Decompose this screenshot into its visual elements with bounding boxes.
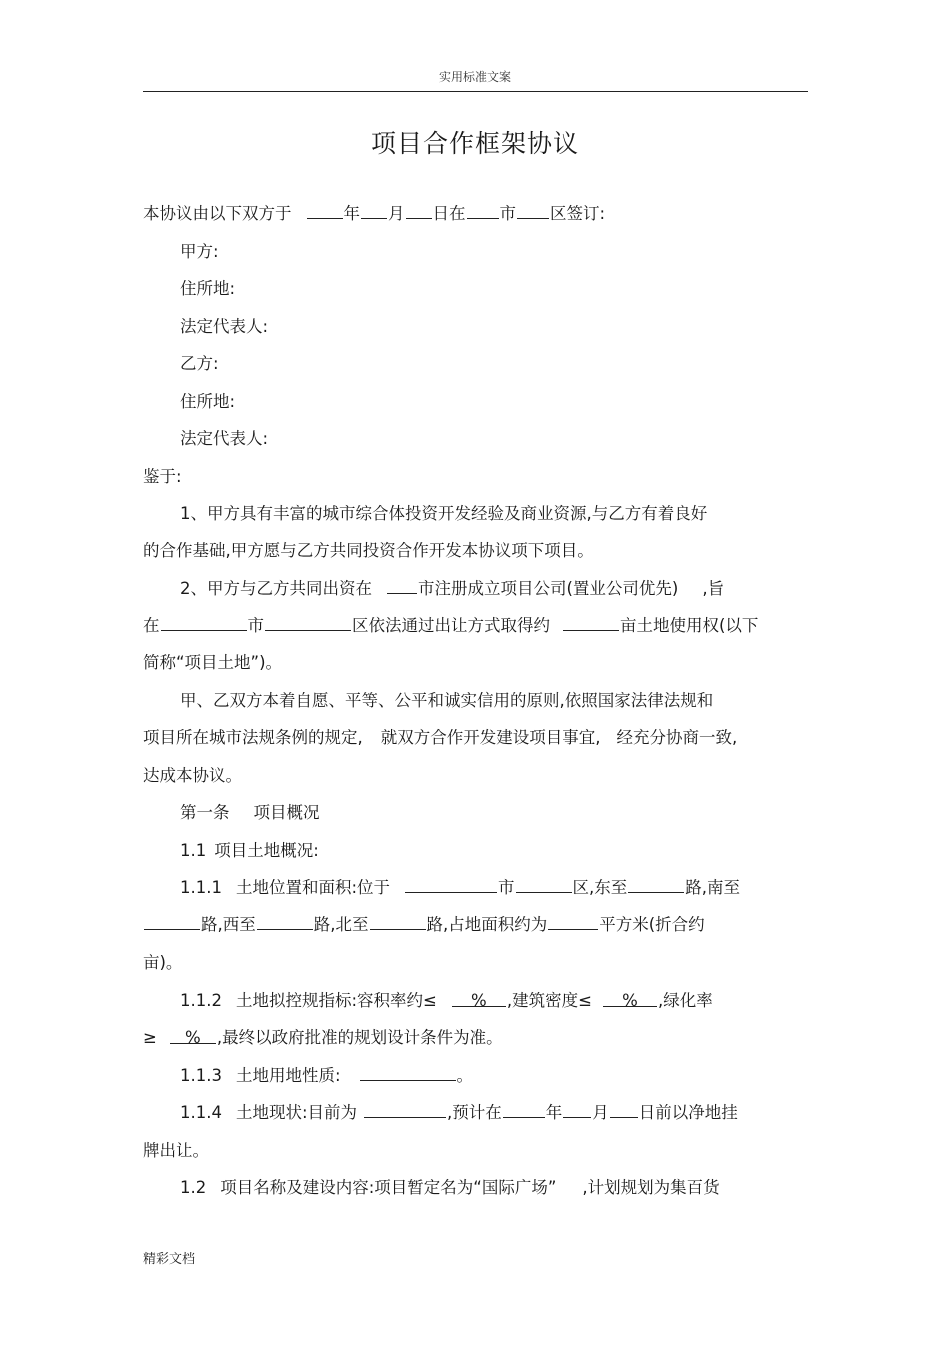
intro-city-label: 市 <box>499 204 516 223</box>
recital-3-text-c: 经充分协商一致, <box>616 728 738 747</box>
blank-east-road <box>628 877 684 893</box>
percent-sign: % <box>184 1028 201 1047</box>
recital-2-text-f: 区依法通过出让方式取得约 <box>352 616 550 635</box>
header-divider <box>143 91 808 92</box>
blank-month <box>361 203 387 219</box>
blank-south-road <box>144 914 200 930</box>
section-1-1-2-text-d: ≥ <box>143 1028 157 1047</box>
section-1-1-2-number: 1.1.2 <box>180 991 222 1010</box>
blank-land-mu <box>563 615 619 631</box>
section-1-1-1-text-h: 平方米(折合约 <box>599 915 705 934</box>
blank-north-road <box>370 914 426 930</box>
recital-2-line-2 <box>143 612 758 636</box>
section-1-1-2-text-e: ,最终以政府批准的规划设计条件为准。 <box>216 1028 503 1047</box>
section-1-1-1-text-g: 路,占地面积约为 <box>426 915 548 934</box>
section-1-1-2-line-1 <box>180 987 713 1011</box>
section-1-1-4-text-b: ,预计在 <box>447 1103 502 1122</box>
section-1-1-2-line-2 <box>143 1024 503 1048</box>
whereas-heading: 鉴于: <box>143 467 182 486</box>
recital-2-text-b: 市注册成立项目公司(置业公司优先) <box>418 579 679 598</box>
page-footer: 精彩文档 <box>143 1252 196 1267</box>
recital-3-line-1: 甲、乙双方本着自愿、平等、公平和诚实信用的原则,依照国家法律法规和 <box>180 691 714 710</box>
party-a-rep: 法定代表人: <box>180 317 269 336</box>
percent-sign: % <box>471 991 487 1010</box>
recital-3-text-b: 就双方合作开发建设项目事宜, <box>380 728 601 747</box>
blank-building-density <box>603 991 657 1010</box>
recital-2-line-1 <box>180 575 724 599</box>
section-1-1-3 <box>180 1062 473 1086</box>
recital-3-line-2 <box>143 724 737 748</box>
intro-text: 本协议由以下双方于 <box>143 204 292 223</box>
section-1-1-4-line-1 <box>180 1099 738 1123</box>
recital-2-text-e: 市 <box>247 616 264 635</box>
section-1-1-3-text-b: 。 <box>456 1066 474 1085</box>
blank-west-road <box>257 914 313 930</box>
section-1-1-3-number: 1.1.3 <box>180 1066 222 1085</box>
section-1-1-1-text-a: 土地位置和面积:位于 <box>235 878 391 897</box>
blank-location-district <box>516 877 572 893</box>
intro-district-label: 区签订: <box>550 204 606 223</box>
section-1-1-4-number: 1.1.4 <box>180 1103 222 1122</box>
section-1-1-1-line-1 <box>180 874 740 898</box>
blank-listing-month <box>563 1102 591 1118</box>
section-1-1-1-line-2 <box>143 911 705 935</box>
recital-2-text-c: ,旨 <box>702 579 725 598</box>
blank-district <box>517 203 549 219</box>
blank-land-district <box>265 615 351 631</box>
section-1-1-1-line-3: 亩)。 <box>143 953 183 972</box>
section-1-1-4-line-2: 牌出让。 <box>143 1141 209 1160</box>
section-1-1-1-number: 1.1.1 <box>180 878 222 897</box>
article-1-name: 项目概况 <box>253 803 320 822</box>
recital-3-text-a: 项目所在城市法规条例的规定, <box>143 728 363 747</box>
section-1-1-1-text-f: 路,北至 <box>313 915 369 934</box>
percent-sign: % <box>622 991 638 1010</box>
blank-capital-city <box>387 578 417 594</box>
intro-month-label: 月 <box>388 204 405 223</box>
blank-year <box>307 203 343 219</box>
section-1-1-2-text-a: 土地拟控规指标:容积率约≤ <box>235 991 437 1010</box>
blank-location-city <box>405 877 497 893</box>
section-1-1 <box>180 837 319 861</box>
recital-2-text-d: 在 <box>143 616 160 635</box>
party-a-address: 住所地: <box>180 279 236 298</box>
section-1-1-2-text-c: ,绿化率 <box>657 991 713 1010</box>
blank-green-ratio <box>170 1028 216 1047</box>
section-1-1-3-text-a: 土地用地性质: <box>235 1066 341 1085</box>
recital-1-line-1: 1、甲方具有丰富的城市综合体投资开发经验及商业资源,与乙方有着良好 <box>180 504 708 523</box>
intro-line <box>143 200 605 224</box>
section-1-2 <box>180 1174 720 1198</box>
recital-2-line-3: 简称“项目土地”)。 <box>143 653 283 672</box>
intro-year-label: 年 <box>343 204 360 223</box>
party-b-rep: 法定代表人: <box>180 429 269 448</box>
section-1-2-number: 1.2 <box>180 1178 207 1197</box>
blank-land-use <box>360 1065 456 1081</box>
blank-listing-day <box>610 1102 638 1118</box>
party-a-name: 甲方: <box>180 242 219 261</box>
recital-1-line-2: 的合作基础,甲方愿与乙方共同投资合作开发本协议项下项目。 <box>143 541 594 560</box>
blank-plot-ratio <box>452 991 506 1010</box>
blank-area-sqm <box>548 914 598 930</box>
recital-2-text-g: 亩土地使用权(以下 <box>620 616 759 635</box>
blank-day <box>406 203 432 219</box>
section-1-1-2-text-b: ,建筑密度≤ <box>506 991 592 1010</box>
section-1-2-text-a: 项目名称及建设内容:项目暂定名为“国际广场” <box>220 1178 557 1197</box>
section-1-1-1-text-b: 市 <box>498 878 515 897</box>
blank-land-city <box>161 615 247 631</box>
section-1-1-4-text-c: 年 <box>545 1103 563 1122</box>
party-b-address: 住所地: <box>180 392 236 411</box>
section-1-1-text: 项目土地概况: <box>214 841 319 860</box>
section-1-1-1-text-e: 路,西至 <box>201 915 256 934</box>
section-1-1-number: 1.1 <box>180 841 207 860</box>
article-1-heading <box>180 799 320 823</box>
section-1-2-text-b: ,计划规划为集百货 <box>582 1178 720 1197</box>
recital-3-line-3: 达成本协议。 <box>143 766 242 785</box>
section-1-1-1-text-d: 路,南至 <box>685 878 741 897</box>
page-header: 实用标准文案 <box>438 70 511 84</box>
intro-day-label: 日在 <box>432 204 466 223</box>
section-1-1-4-text-d: 月 <box>592 1103 609 1122</box>
section-1-1-4-text-e: 日前以净地挂 <box>638 1103 738 1122</box>
blank-current-status <box>364 1102 446 1118</box>
recital-2-text-a: 2、甲方与乙方共同出资在 <box>180 579 372 598</box>
section-1-1-4-text-a: 土地现状:目前为 <box>235 1103 358 1122</box>
article-1-number: 第一条 <box>180 803 230 822</box>
section-1-1-1-text-c: 区,东至 <box>572 878 628 897</box>
document-title: 项目合作框架协议 <box>370 129 579 158</box>
blank-city <box>467 203 499 219</box>
party-b-name: 乙方: <box>180 354 219 373</box>
blank-listing-year <box>503 1102 545 1118</box>
